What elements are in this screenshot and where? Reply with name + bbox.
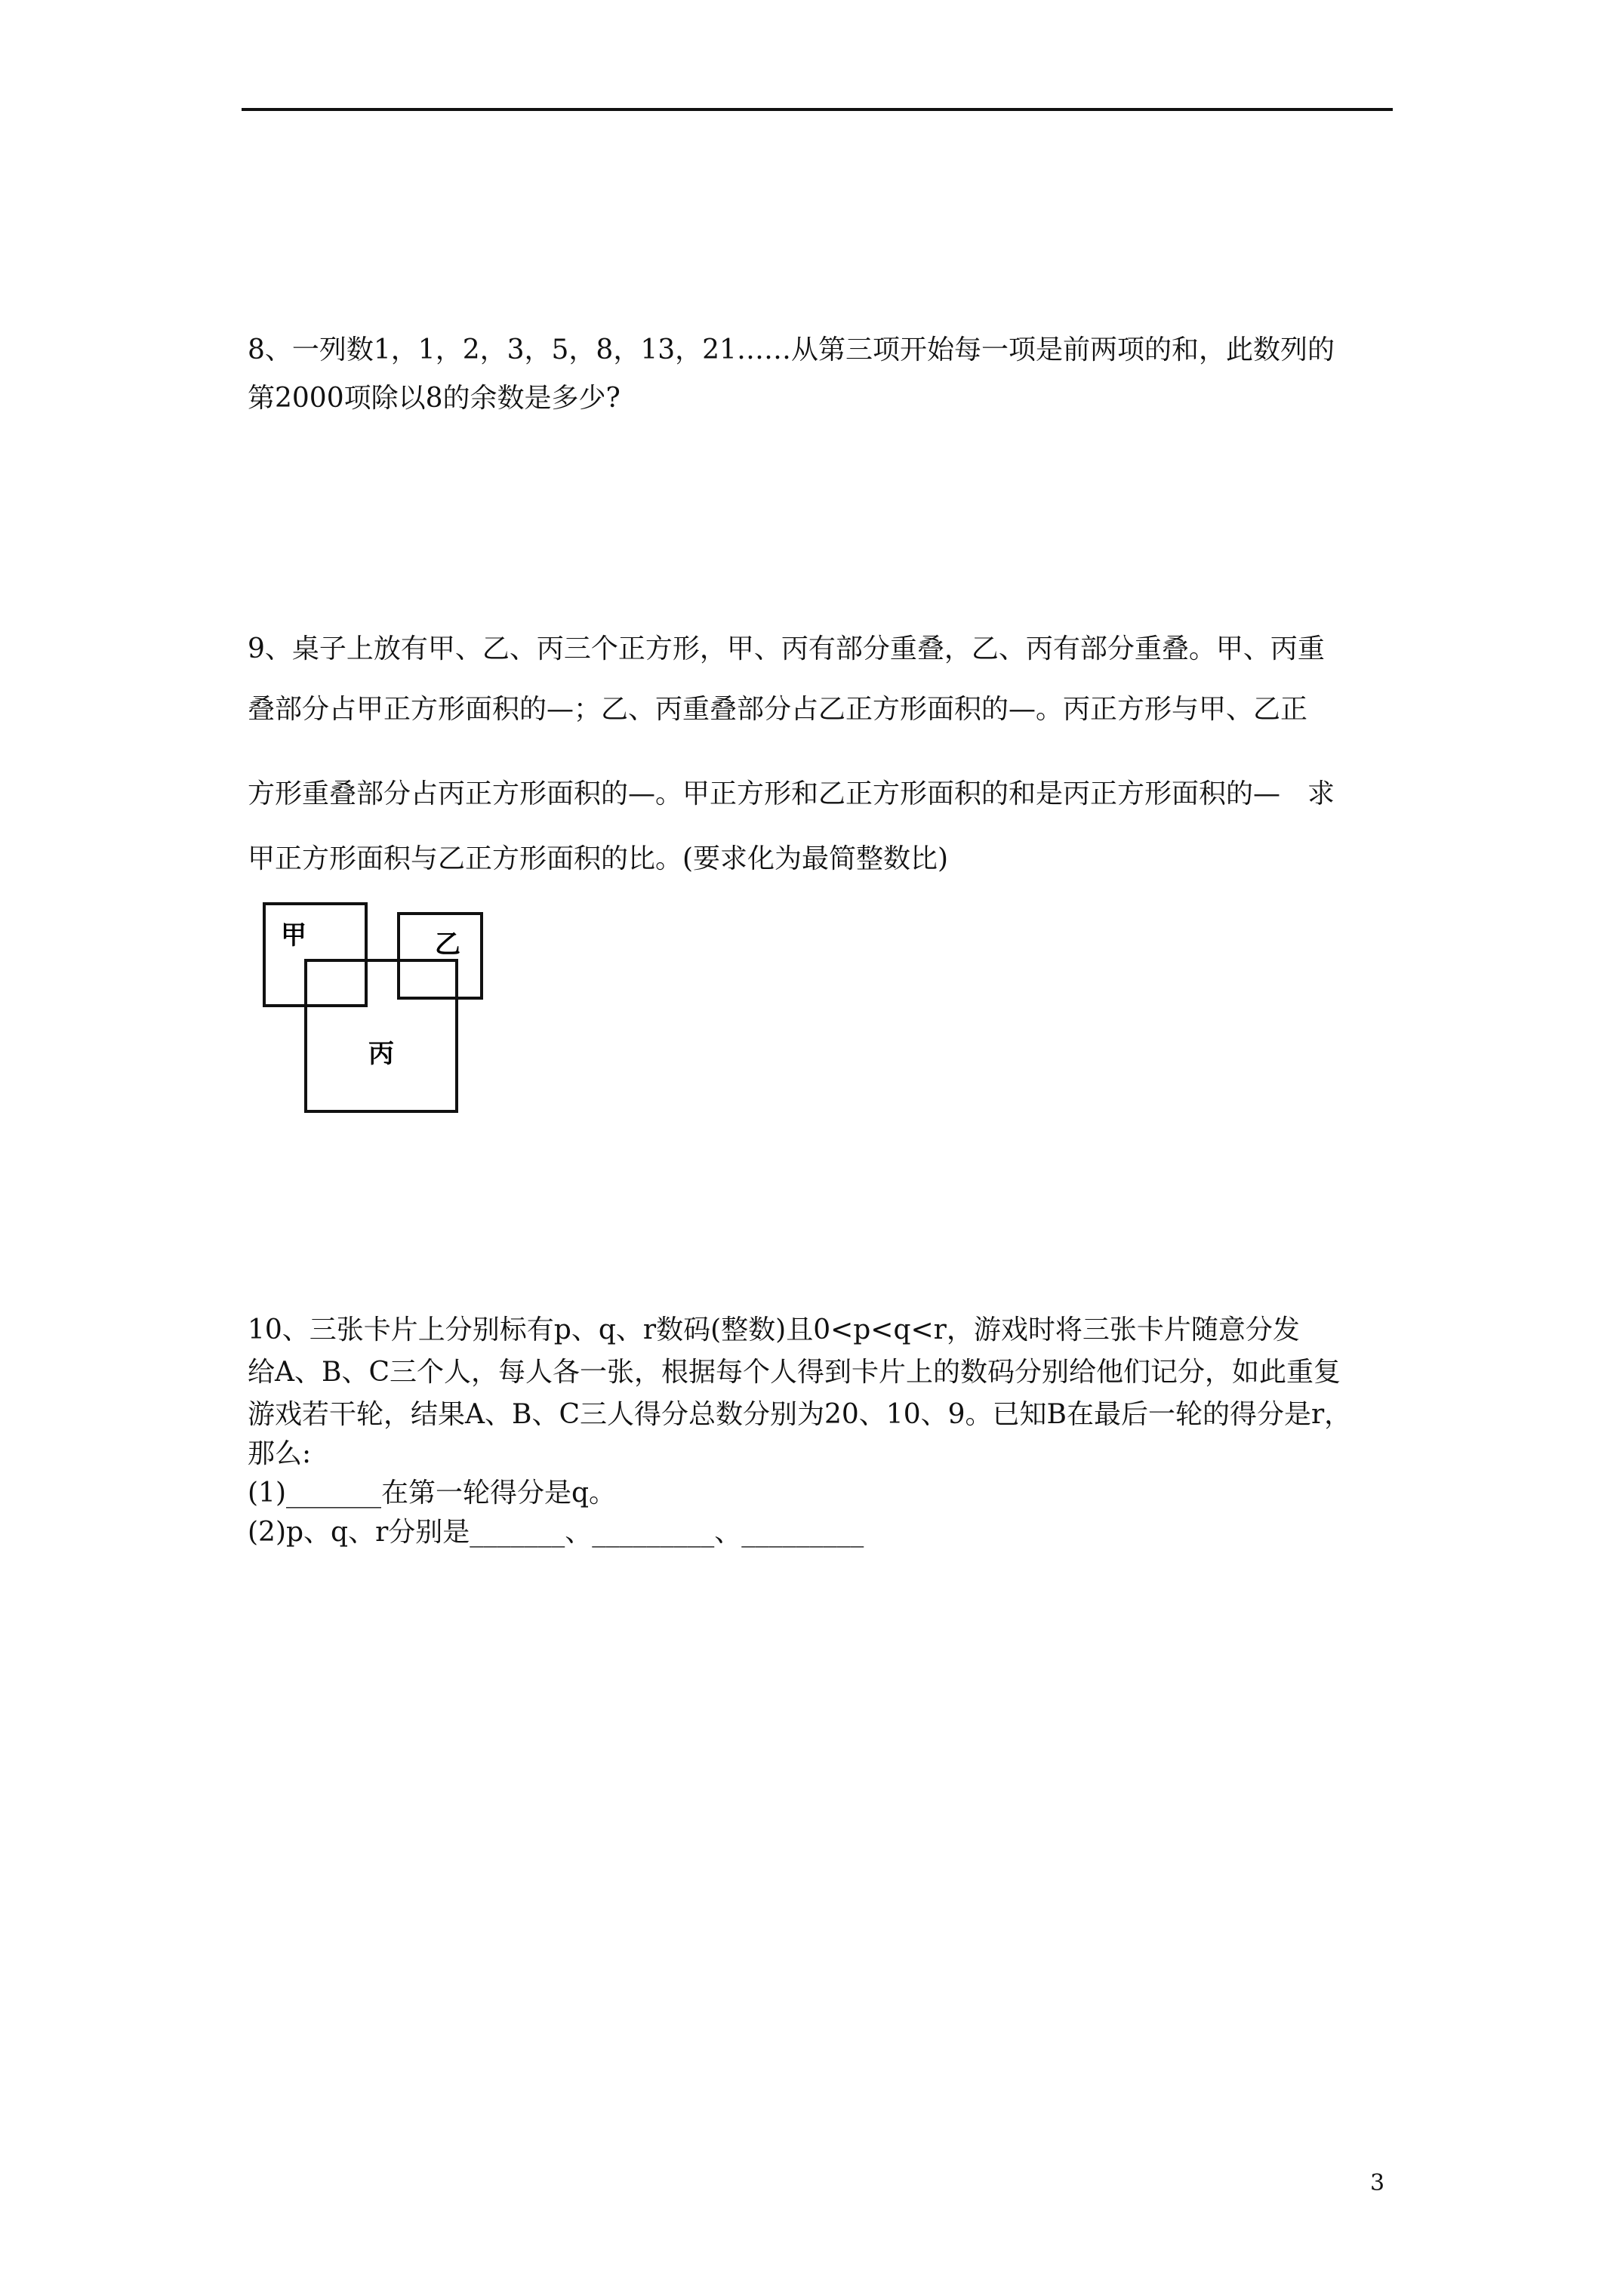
question-9-line-2: 叠部分占甲正方形面积的—；乙、丙重叠部分占乙正方形面积的—。丙正方形与甲、乙正 bbox=[248, 694, 1308, 725]
question-10-line-2: 给A、B、C三个人，每人各一张，根据每个人得到卡片上的数码分别给他们记分，如此重复 bbox=[248, 1357, 1341, 1388]
question-8-line-2: 第2000项除以8的余数是多少? bbox=[248, 383, 621, 414]
question-10-line-4: 那么: bbox=[248, 1438, 312, 1469]
square-bing bbox=[306, 960, 457, 1111]
label-yi: 乙 bbox=[435, 929, 460, 960]
square-jia bbox=[264, 904, 366, 1006]
question-10-sub-1: (1)_______在第一轮得分是q。 bbox=[248, 1478, 617, 1509]
question-10-sub-2: (2)p、q、r分别是_______、_________、_________ bbox=[248, 1517, 864, 1548]
label-bing: 丙 bbox=[368, 1039, 394, 1069]
label-jia: 甲 bbox=[281, 920, 306, 951]
overlapping-squares-figure bbox=[257, 900, 491, 1119]
page-number: 3 bbox=[1370, 2170, 1385, 2196]
question-9-line-3: 方形重叠部分占丙正方形面积的—。甲正方形和乙正方形面积的和是丙正方形面积的— 求 bbox=[248, 778, 1335, 809]
question-10-line-3: 游戏若干轮，结果A、B、C三人得分总数分别为20、10、9。已知B在最后一轮的得分是r， bbox=[248, 1399, 1352, 1430]
question-9-line-1: 9、桌子上放有甲、乙、丙三个正方形，甲、丙有部分重叠，乙、丙有部分重叠。甲、丙重 bbox=[248, 633, 1325, 664]
question-8-line-1: 8、一列数1，1，2，3，5，8，13，21……从第三项开始每一项是前两项的和，此数列的 bbox=[248, 334, 1335, 365]
header-rule bbox=[242, 108, 1393, 111]
question-9-line-4: 甲正方形面积与乙正方形面积的比。(要求化为最简整数比) bbox=[248, 843, 949, 874]
question-10-line-1: 10、三张卡片上分别标有p、q、r数码(整数)且0<p<q<r，游戏时将三张卡片随意分发 bbox=[248, 1314, 1300, 1345]
